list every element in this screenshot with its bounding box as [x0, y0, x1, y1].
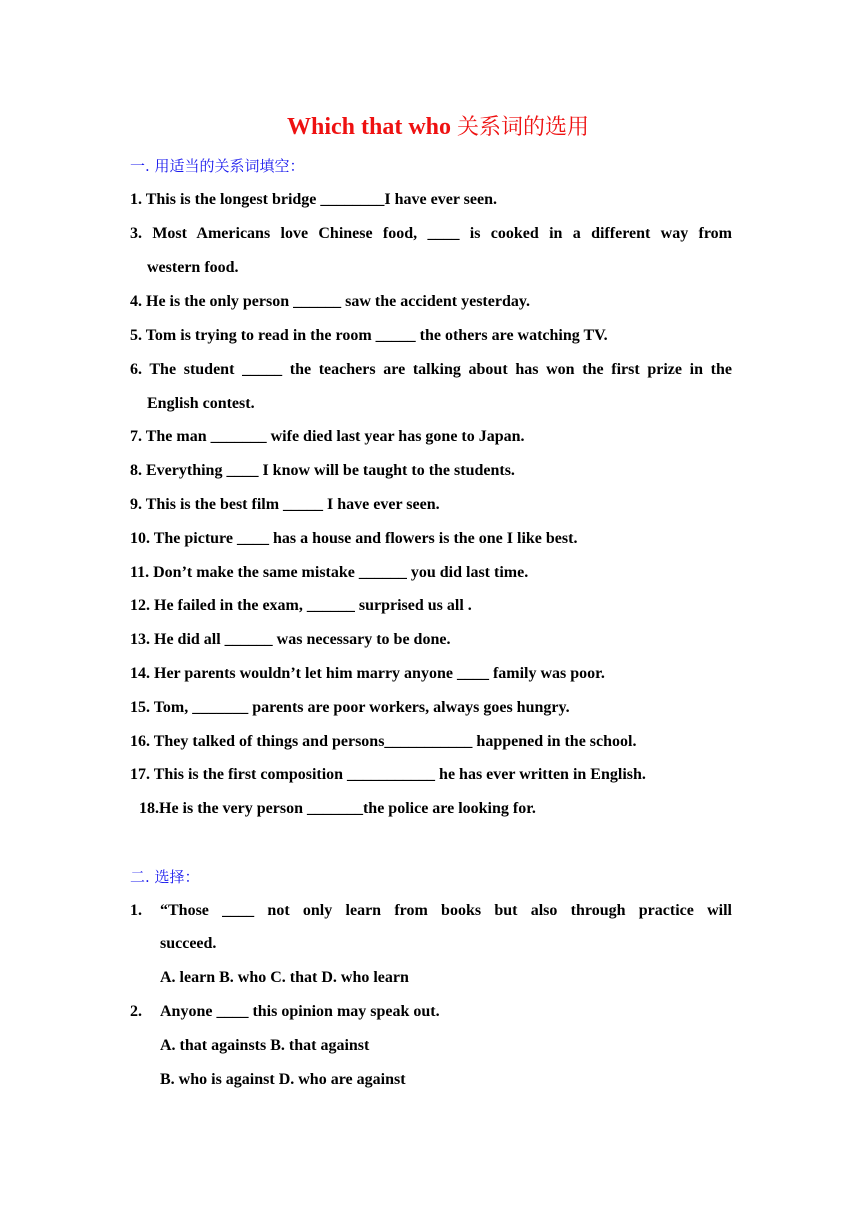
exercise-item-5: 5. Tom is trying to read in the room _____ the others are watching TV. [130, 327, 608, 344]
document-title [0, 110, 860, 145]
question-1-options: A. learn B. who C. that D. who learn [160, 969, 409, 986]
choice-question-1 [130, 900, 732, 922]
choice-question-2 [130, 1001, 440, 1023]
exercise-item-3: 3. Most Americans love Chinese food, ____ is cooked in a different way from [130, 225, 732, 242]
exercise-item-10: 10. The picture ____ has a house and flowers is the one I like best. [130, 530, 578, 547]
question-number: 2. [130, 1003, 142, 1020]
section-1-heading: 一. 用适当的关系词填空： [130, 157, 305, 175]
question-2-options-line-2: B. who is against D. who are against [160, 1071, 406, 1088]
exercise-item-11: 11. Don’t make the same mistake ______ you did last time. [130, 564, 529, 581]
exercise-item-7: 7. The man _______ wife died last year has gone to Japan. [130, 428, 525, 445]
exercise-item-18: 18.He is the very person _______the police are looking for. [139, 800, 536, 817]
exercise-item-13: 13. He did all ______ was necessary to be done. [130, 631, 451, 648]
title-chinese: 关系词的选用 [457, 115, 590, 140]
question-text: “Those ____ not only learn from books but also through practice will [160, 902, 732, 919]
exercise-item-14: 14. Her parents wouldn’t let him marry anyone ____ family was poor. [130, 665, 605, 682]
question-2-options-line-1: A. that againsts B. that against [160, 1037, 370, 1054]
exercise-item-3-continuation: western food. [147, 259, 239, 276]
title-english: Which that who [286, 114, 451, 140]
exercise-item-4: 4. He is the only person ______ saw the accident yesterday. [130, 293, 530, 310]
exercise-item-9: 9. This is the best film _____ I have ever seen. [130, 496, 440, 513]
question-1-continuation: succeed. [160, 935, 217, 952]
exercise-item-1: 1. This is the longest bridge ________I have ever seen. [130, 191, 497, 208]
exercise-item-6: 6. The student _____ the teachers are talking about has won the first prize in the [130, 361, 732, 378]
exercise-item-8: 8. Everything ____ I know will be taught to the students. [130, 462, 515, 479]
exercise-item-15: 15. Tom, _______ parents are poor workers, always goes hungry. [130, 699, 570, 716]
exercise-item-16: 16. They talked of things and persons___________ happened in the school. [130, 733, 637, 750]
exercise-item-17: 17. This is the first composition ___________ he has ever written in English. [130, 766, 646, 783]
question-text: Anyone ____ this opinion may speak out. [160, 1003, 440, 1020]
exercise-item-12: 12. He failed in the exam, ______ surprised us all . [130, 597, 472, 614]
section-2-heading: 二. 选择： [130, 868, 200, 886]
exercise-item-6-continuation: English contest. [147, 395, 255, 412]
question-number: 1. [130, 902, 142, 919]
